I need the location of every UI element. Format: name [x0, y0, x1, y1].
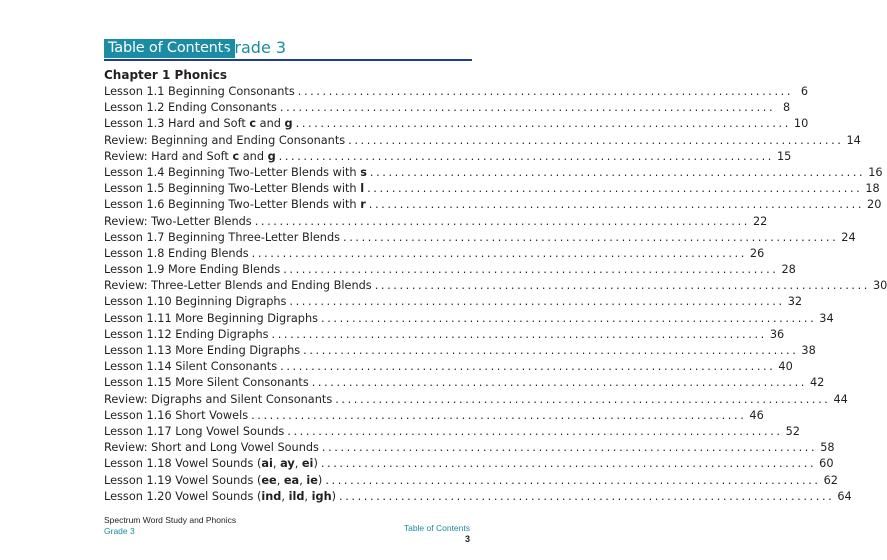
toc-entry-title [104, 294, 286, 310]
toc-entry-title [104, 197, 366, 213]
toc-dot-leader: ................................................................................ [280, 360, 776, 374]
header-rule [104, 59, 472, 61]
toc-dot-leader: ................................................................................ [367, 182, 863, 196]
toc-entry-text: Lesson 1.5 Beginning Two-Letter Blends with [104, 182, 361, 196]
toc-dot-leader: ................................................................................ [295, 117, 791, 131]
toc-entry-page: 46 [749, 408, 764, 422]
toc-entry [104, 197, 882, 213]
toc-entry-text: Review: Three-Letter Blends and Ending Blends [104, 279, 372, 293]
toc-entry [104, 440, 835, 456]
toc-entry-bold-letters: ee [261, 473, 277, 487]
toc-dot-leader: ................................................................................ [374, 279, 870, 293]
toc-entry [104, 375, 825, 391]
toc-entry-title [104, 359, 277, 375]
toc-entry-title [104, 149, 276, 165]
toc-entry-title [104, 181, 364, 197]
toc-entry-title [104, 262, 280, 278]
toc-entry-title [104, 456, 318, 472]
toc-dot-leader: ................................................................................ [335, 392, 831, 406]
toc-dot-leader: ................................................................................ [348, 133, 844, 147]
toc-entry-text: ) [331, 489, 337, 503]
toc-dot-leader: ................................................................................ [251, 408, 747, 422]
toc-entry-page: 44 [833, 392, 848, 406]
toc-dot-leader: ................................................................................ [320, 457, 817, 471]
toc-entry-text: Lesson 1.8 Ending Blends [104, 246, 249, 260]
toc-entry-bold-letters: ea [283, 473, 300, 487]
toc-entry [104, 149, 792, 165]
toc-entry-text: and [256, 117, 285, 131]
toc-entry-page: 36 [769, 327, 785, 341]
toc-entry [104, 116, 809, 132]
toc-entry-title [104, 489, 336, 505]
toc-entry-text: Lesson 1.9 More Ending Blends [104, 263, 281, 277]
toc-entry-page: 22 [752, 214, 768, 228]
toc-entry-text: Lesson 1.20 Vowel Sounds ( [104, 489, 262, 503]
toc-entry-text: Review: Short and Long Vowel Sounds [104, 441, 319, 455]
toc-dot-leader: ................................................................................ [303, 344, 799, 357]
toc-entry-text: , [272, 457, 281, 471]
toc-entry [104, 343, 816, 359]
toc-entry [104, 262, 796, 278]
toc-entry-text: Review: Digraphs and Silent Consonants [104, 392, 333, 406]
toc-entry-text: Lesson 1.17 Long Vowel Sounds [104, 424, 285, 438]
toc-entry-text: , [281, 489, 289, 503]
toc-entry [104, 311, 834, 327]
toc-entry-page: 14 [846, 133, 861, 147]
footer-grade: Grade 3 [104, 526, 135, 536]
toc-entry-bold-letters: ind [261, 489, 282, 503]
toc-entry [104, 181, 880, 197]
toc-entry [104, 133, 861, 149]
toc-entry-bold-letters: l [360, 182, 365, 196]
toc-dot-leader: ................................................................................ [254, 214, 750, 228]
toc-entry-title [104, 392, 332, 408]
toc-dot-leader: ................................................................................ [297, 85, 794, 98]
toc-entry-page: 60 [819, 457, 834, 471]
toc-entry-text: Lesson 1.2 Ending Consonants [104, 101, 277, 115]
toc-dot-leader: ................................................................................ [283, 263, 779, 277]
toc-entry [104, 100, 791, 116]
toc-entry-text: Review: Hard and Soft [104, 149, 233, 163]
toc-dot-leader: ................................................................................ [321, 441, 818, 455]
toc-entry-bold-letters: r [360, 198, 366, 212]
toc-entry-page: 58 [820, 441, 835, 455]
toc-entry-bold-letters: c [232, 149, 240, 163]
toc-entry-bold-letters: ay [280, 457, 295, 471]
toc-entry-page: 62 [823, 473, 838, 487]
toc-entry-title [104, 408, 248, 424]
toc-entry [104, 84, 809, 100]
toc-entry [104, 392, 848, 408]
toc-entry-page: 10 [793, 117, 809, 131]
toc-entry-page: 30 [872, 279, 887, 293]
toc-entry-page: 8 [782, 101, 791, 115]
toc-entry-text: Lesson 1.12 Ending Digraphs [104, 327, 269, 341]
toc-entry-page: 18 [865, 182, 880, 196]
toc-entry-title [104, 246, 249, 262]
toc-entry-title [104, 440, 319, 456]
toc-entry-text: , [294, 457, 302, 471]
toc-entry-text: Lesson 1.18 Vowel Sounds ( [104, 457, 262, 471]
toc-entry-bold-letters: ie [306, 473, 318, 487]
toc-entry [104, 473, 838, 489]
toc-entry-title [104, 133, 345, 149]
toc-entry-bold-letters: ai [261, 457, 273, 471]
toc-entry-title [104, 84, 295, 100]
toc-dot-leader: ................................................................................ [339, 489, 835, 503]
footer-section: Table of Contents [403, 523, 470, 533]
toc-entry-title [104, 473, 322, 489]
toc-entry [104, 408, 764, 424]
toc-entry-text: and [239, 149, 268, 163]
toc-dot-leader: ................................................................................ [343, 230, 839, 244]
toc-entry-bold-letters: ei [301, 457, 314, 471]
toc-entry-text: Lesson 1.1 Beginning Consonants [104, 85, 295, 98]
toc-entry-text: Lesson 1.19 Vowel Sounds ( [104, 473, 262, 487]
toc-entry-page: 15 [776, 149, 792, 163]
grade-title: Grade 3 [222, 38, 287, 57]
toc-entry [104, 489, 852, 505]
toc-entry-page: 40 [778, 360, 793, 374]
toc-entry-page: 32 [787, 295, 803, 309]
toc-entry-text: ) [313, 457, 318, 471]
toc-entry-title [104, 327, 269, 343]
toc-dot-leader: ................................................................................ [325, 473, 821, 487]
toc-dot-leader: ................................................................................ [287, 424, 783, 438]
toc-entry-title [104, 230, 340, 246]
toc-badge: Table of Contents [104, 39, 235, 58]
toc-entry-bold-letters: g [284, 117, 293, 131]
toc-entry-page: 26 [749, 246, 765, 260]
toc-entry-text: , [299, 473, 307, 487]
toc-dot-leader: ................................................................................ [321, 311, 817, 325]
toc-dot-leader: ................................................................................ [279, 101, 776, 115]
toc-entry [104, 359, 793, 375]
toc-entry-text: Lesson 1.16 Short Vowels [104, 408, 249, 422]
toc-entry-page: 42 [810, 376, 825, 390]
toc-list [104, 84, 887, 505]
chapter-title: Chapter 1 Phonics [104, 68, 228, 82]
toc-entry-title [104, 424, 284, 440]
toc-entry-title [104, 116, 293, 132]
toc-entry [104, 278, 887, 294]
toc-entry-text: , [304, 489, 312, 503]
toc-entry-text: Lesson 1.15 More Silent Consonants [104, 376, 309, 390]
toc-entry-page: 28 [781, 263, 796, 277]
footer-book-info [104, 515, 236, 537]
toc-entry-text: Lesson 1.14 Silent Consonants [104, 360, 278, 374]
toc-entry-page: 38 [801, 344, 816, 357]
page-number: 3 [464, 534, 470, 544]
toc-entry-bold-letters: g [267, 149, 276, 163]
toc-dot-leader: ................................................................................ [271, 327, 767, 341]
toc-dot-leader: ................................................................................ [368, 198, 865, 212]
toc-entry [104, 424, 800, 440]
toc-entry-page: 64 [837, 489, 852, 503]
toc-entry-page: 34 [819, 311, 834, 325]
toc-entry-title [104, 278, 372, 294]
toc-entry-text: Review: Two-Letter Blends [104, 214, 252, 228]
toc-entry [104, 214, 768, 230]
toc-entry-page: 20 [867, 198, 882, 212]
toc-dot-leader: ................................................................................ [251, 246, 747, 260]
toc-entry [104, 165, 883, 181]
toc-entry-bold-letters: c [249, 117, 257, 131]
toc-dot-leader: ................................................................................ [278, 149, 774, 163]
toc-entry-page: 16 [868, 165, 883, 179]
toc-entry-text: Lesson 1.13 More Ending Digraphs [104, 344, 301, 357]
toc-entry-text: Review: Beginning and Ending Consonants [104, 133, 346, 147]
toc-entry-title [104, 375, 309, 391]
toc-entry-page: 24 [841, 230, 856, 244]
toc-entry-bold-letters: s [360, 165, 367, 179]
toc-entry [104, 246, 765, 262]
toc-dot-leader: ................................................................................ [369, 165, 866, 179]
toc-entry-text: Lesson 1.10 Beginning Digraphs [104, 295, 287, 309]
toc-entry-text: Lesson 1.3 Hard and Soft [104, 117, 250, 131]
toc-entry-title [104, 100, 277, 116]
toc-entry-text: , [276, 473, 284, 487]
toc-entry-page: 6 [800, 85, 809, 98]
toc-dot-leader: ................................................................................ [311, 376, 807, 390]
toc-entry [104, 456, 834, 472]
toc-entry-page: 52 [785, 424, 800, 438]
toc-entry-title [104, 311, 318, 327]
toc-entry-text: Lesson 1.4 Beginning Two-Letter Blends with [104, 165, 361, 179]
toc-entry-title [104, 165, 367, 181]
toc-entry-bold-letters: igh [311, 489, 332, 503]
page-header [104, 37, 472, 61]
footer-book-title: Spectrum Word Study and Phonics [104, 515, 237, 525]
toc-entry [104, 294, 803, 310]
toc-entry-bold-letters: ild [288, 489, 305, 503]
toc-entry-text: ) [317, 473, 323, 487]
toc-entry [104, 230, 856, 246]
toc-entry-title [104, 214, 252, 230]
toc-entry [104, 327, 785, 343]
toc-entry-title [104, 343, 300, 359]
toc-entry-text: Lesson 1.11 More Beginning Digraphs [104, 311, 319, 325]
toc-dot-leader: ................................................................................ [289, 295, 785, 309]
toc-entry-text: Lesson 1.7 Beginning Three-Letter Blends [104, 230, 341, 244]
toc-entry-text: Lesson 1.6 Beginning Two-Letter Blends with [104, 198, 361, 212]
